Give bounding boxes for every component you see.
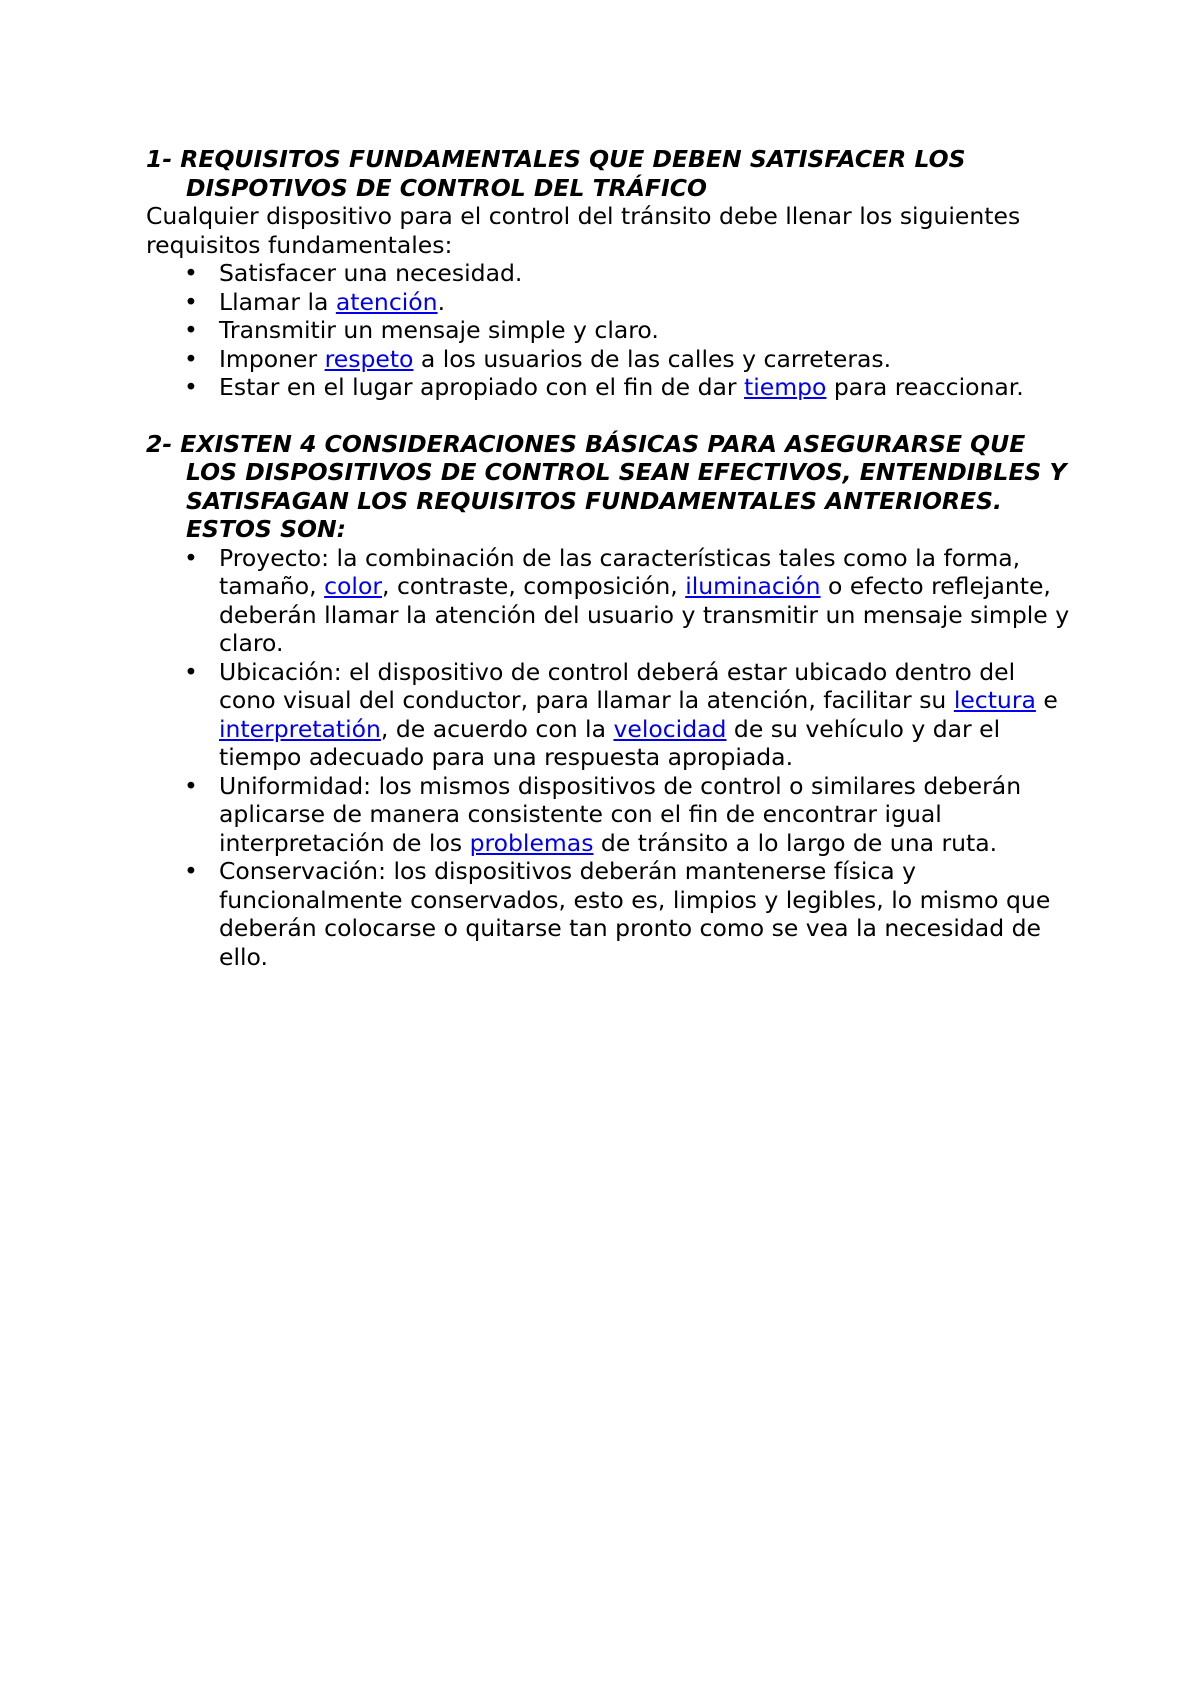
section-2-heading [146,430,1076,544]
link-lectura[interactable]: lectura [953,686,1036,714]
link-color[interactable]: color [324,572,382,600]
list-item-text: Estar en el lugar apropiado con el fin de dar [219,373,745,401]
list-item-text: Llamar la [219,287,336,316]
considerations-list [146,544,1076,972]
list-item-text: de tránsito a lo largo de una ruta. [593,828,998,857]
bullet-icon: • [184,259,198,287]
section-1-heading [146,145,1076,202]
bullet-icon: • [184,771,198,800]
list-item [146,316,1076,345]
list-item [146,259,1076,288]
link-respeto[interactable]: respeto [324,344,414,373]
section-1-number: 1- [146,145,173,173]
requirements-list [146,259,1076,402]
link-problemas[interactable]: problemas [469,828,594,857]
link-iluminacion[interactable]: iluminación [685,572,821,600]
list-item-text: Uniformidad: los mismos dispositivos de control o similares deberán aplicarse de manera consistente con el fin de encontrar igual interpretación de los [219,771,1022,857]
bullet-icon: • [184,543,198,572]
list-item-text: , contraste, composición, [382,572,686,600]
bullet-icon: • [184,657,198,686]
section-2-number: 2- [146,429,173,458]
list-item-text: , de acuerdo con la [380,714,614,743]
list-item-text: . [437,287,446,316]
list-item [146,288,1076,317]
list-item-text: o efecto reflejante, deberán llamar la atención del usuario y transmitir un mensaje simple y claro. [219,572,1070,657]
list-item [146,373,1076,402]
list-item-text: Transmitir un mensaje simple y claro. [219,316,659,344]
bullet-icon: • [184,287,198,316]
list-item-text: de su vehículo y dar el tiempo adecuado para una respuesta apropiada. [219,714,1001,771]
section-1-intro: Cualquier dispositivo para el control del tránsito debe llenar los siguientes requisitos fundamentales: [146,202,1021,259]
list-item-text: Imponer [219,344,325,373]
bullet-icon: • [184,857,198,885]
list-item-text: Satisfacer una necesidad. [219,259,523,287]
list-item-ubicacion [146,658,1076,772]
list-item-text: a los usuarios de las calles y carreteras. [413,344,892,373]
bullet-icon: • [184,344,198,373]
section-2-heading-text: EXISTEN 4 CONSIDERACIONES BÁSICAS PARA ASEGURARSE QUE LOS DISPOSITIVOS DE CONTROL SEAN EFECTIVOS, ENTENDIBLES Y SATISFAGAN LOS REQUISITOS FUNDAMENTALES ANTERIORES. ESTOS SON: [180,429,1067,543]
list-item-text: e [1035,686,1058,714]
list-item [146,345,1076,374]
link-velocidad[interactable]: velocidad [613,714,727,743]
list-item-proyecto [146,544,1076,658]
list-item-text: Conservación: los dispositivos deberán mantenerse física y funcionalmente conservados, esto es, limpios y legibles, lo mismo que deberán colocarse o quitarse tan pronto como se vea la necesidad de ello. [219,857,1051,971]
section-1-heading-text: REQUISITOS FUNDAMENTALES QUE DEBEN SATISFACER LOS DISPOTIVOS DE CONTROL DEL TRÁFICO [180,145,966,202]
link-interpretacion[interactable]: interpretatión [219,714,381,743]
list-item-conservacion [146,857,1076,971]
link-atencion[interactable]: atención [335,287,438,316]
document-body [146,145,1076,971]
bullet-icon: • [184,316,198,344]
list-item-uniformidad [146,772,1076,858]
list-item-text: Ubicación: el dispositivo de control deberá estar ubicado dentro del cono visual del conductor, para llamar la atención, facilitar su [219,657,1016,714]
list-item-text: Proyecto: la combinación de las características tales como la forma, tamaño, [219,543,1021,600]
link-tiempo[interactable]: tiempo [744,373,827,401]
bullet-icon: • [184,373,198,401]
list-item-text: para reaccionar. [826,373,1024,401]
